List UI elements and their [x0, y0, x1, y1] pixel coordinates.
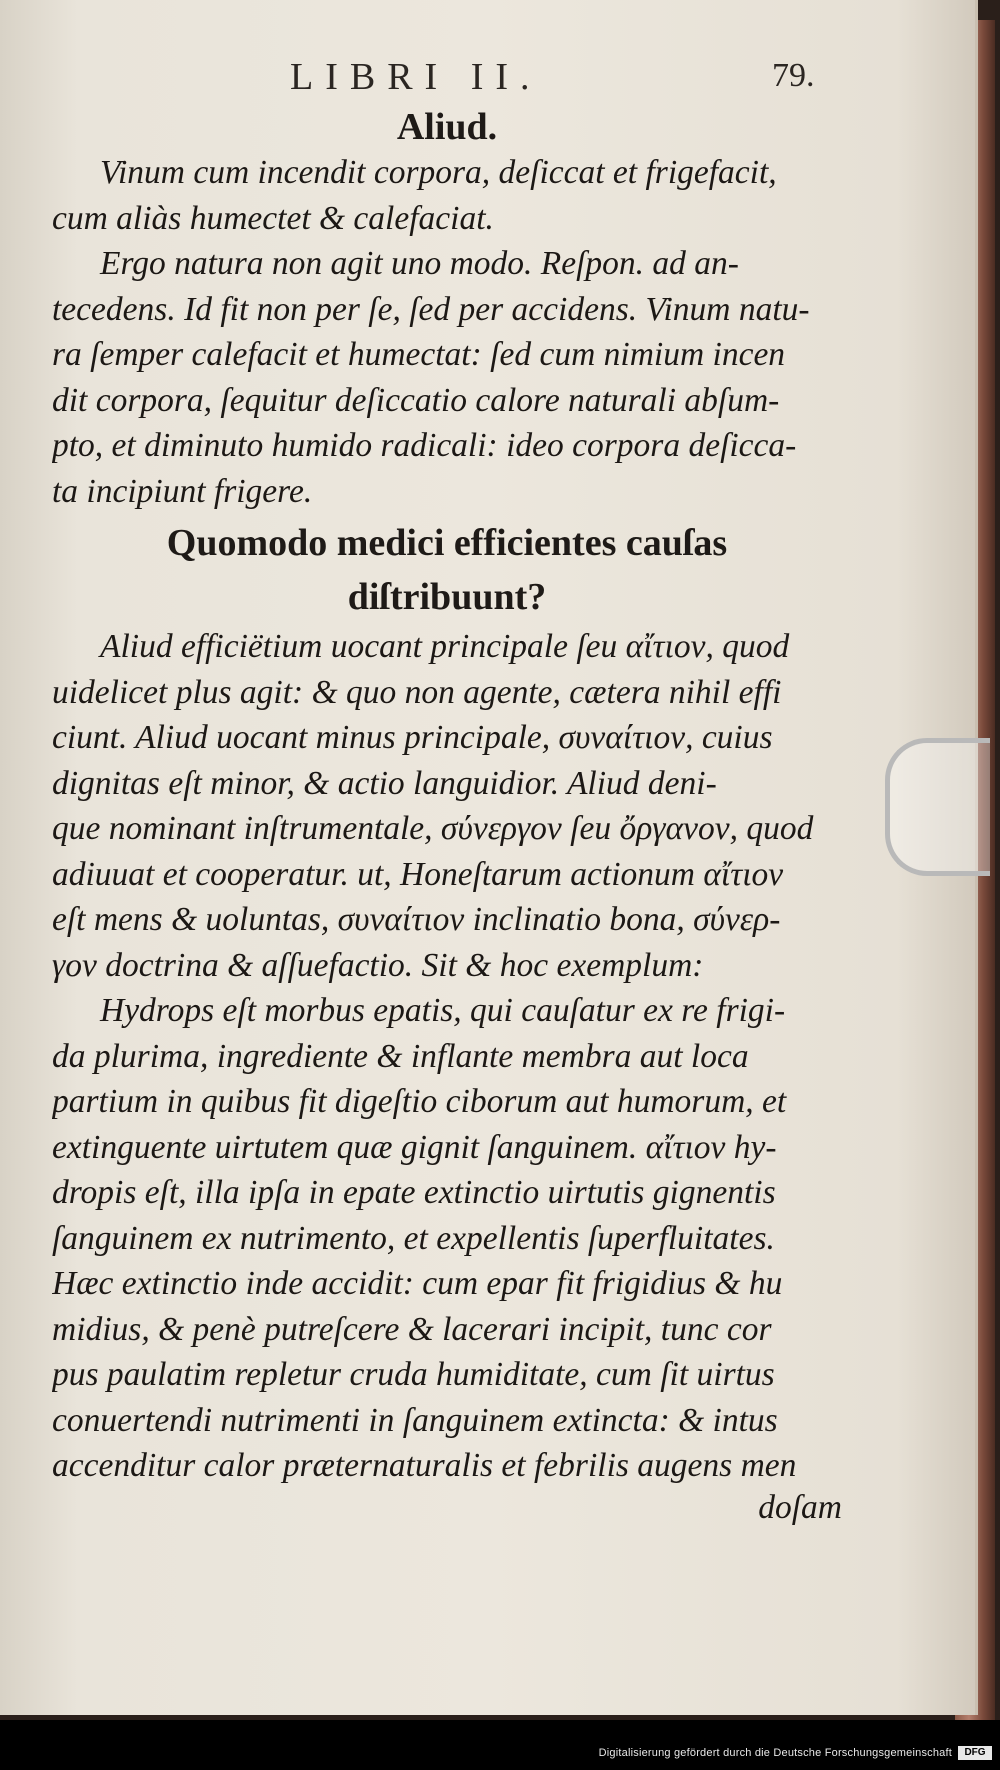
- running-head: LIBRI II.: [290, 56, 542, 98]
- page-header: [0, 55, 975, 105]
- text-line: dignitas eſt minor, & actio languidior. Aliud deni-: [52, 764, 717, 802]
- text-line: γον doctrina & aſſuefactio. Sit & hoc exemplum:: [52, 946, 704, 984]
- text-line: adiuuat et cooperatur. ut, Honeſtarum actionum αἴτιον: [52, 855, 784, 893]
- text-line: Ergo natura non agit uno modo. Reſpon. ad an-: [100, 245, 739, 282]
- text-line: pus paulatim repletur cruda humiditate, cum ſit uirtus: [52, 1356, 775, 1393]
- text-line: ſanguinem ex nutrimento, et expellentis ſuperfluitates.: [52, 1219, 775, 1257]
- text-line: dropis eſt, illa ipſa in epate extinctio uirtutis gignentis: [52, 1174, 776, 1211]
- text-line: ra ſemper calefacit et humectat: ſed cum nimium incen: [52, 336, 786, 373]
- text-line: que nominant inſtrumentale, σύνεργον ſeu ὄργανον, quod: [52, 810, 814, 847]
- page-clip: [885, 738, 990, 876]
- text-line: extinguente uirtutem quæ gignit ſanguinem. αἴτιον hy-: [52, 1128, 777, 1166]
- paragraph: [52, 988, 842, 1489]
- heading-line: diſtribuunt?: [347, 576, 547, 618]
- text-line: Hydrops eſt morbus epatis, qui cauſatur ex re frigi-: [100, 992, 786, 1029]
- section-heading-quomodo: [52, 516, 842, 624]
- paragraph: [52, 150, 842, 241]
- text-line: ciunt. Aliud uocant minus principale, συναίτιον, cuius: [52, 719, 773, 756]
- text-line: conuertendi nutrimenti in ſanguinem extincta: & intus: [52, 1401, 778, 1439]
- text-line: da plurima, ingrediente & inflante membra aut loca: [52, 1037, 749, 1075]
- footer-strip: [0, 1720, 1000, 1770]
- heading-line: Quomodo medici efficientes cauſas: [166, 522, 728, 564]
- text-line: eſt mens & uoluntas, συναίτιον inclinatio bona, σύνερ-: [52, 901, 781, 938]
- text-line: dit corpora, ſequitur deſiccatio calore naturali abſum-: [52, 381, 780, 419]
- text-line: uidelicet plus agit: & quo non agente, cætera nihil effi: [52, 673, 782, 711]
- text-line: tecedens. Id fit non per ſe, ſed per accidens. Vinum natu-: [52, 290, 810, 328]
- text-line: cum aliàs humectet & calefaciat.: [52, 199, 494, 237]
- dfg-logo: DFG: [958, 1746, 992, 1760]
- text-line: accenditur calor præternaturalis et febrilis augens men: [52, 1447, 797, 1484]
- text-line: ta incipiunt frigere.: [52, 472, 313, 510]
- text-line: partium in quibus fit digeſtio ciborum aut humorum, et: [52, 1083, 787, 1120]
- text-line: Hæc extinctio inde accidit: cum epar fit frigidius & hu: [52, 1265, 783, 1302]
- catchword-text: doſam: [758, 1488, 842, 1526]
- catchword: [52, 1485, 842, 1531]
- digitization-credit: Digitalisierung gefördert durch die Deutsche Forschungsgemeinschaft: [598, 1747, 952, 1759]
- text-line: pto, et diminuto humido radicali: ideo corpora deſicca-: [52, 427, 797, 464]
- text-line: Aliud efficiëtium uocant principale ſeu αἴτιον, quod: [100, 628, 790, 665]
- section-heading-aliud: Aliud.: [396, 106, 498, 148]
- page-number: 79.: [772, 57, 815, 94]
- text-line: midius, & penè putreſcere & lacerari incipit, tunc cor: [52, 1310, 772, 1348]
- paragraph: [52, 624, 842, 988]
- text-block: [52, 100, 842, 1530]
- paragraph: [52, 241, 842, 514]
- text-line: Vinum cum incendit corpora, deſiccat et frigefacit,: [100, 154, 777, 191]
